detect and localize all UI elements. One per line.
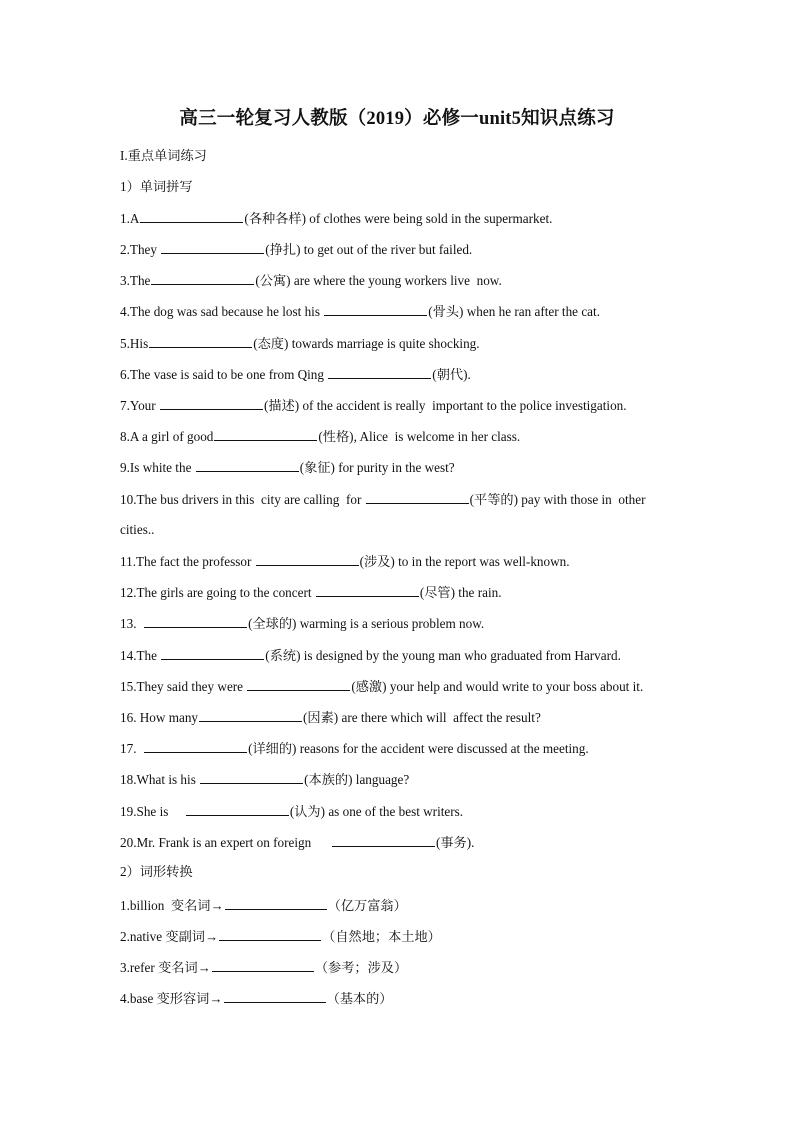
chinese-hint: (感激) — [351, 679, 387, 694]
exercise-item — [120, 302, 600, 321]
item-prefix: 4.base 变形容词→ — [120, 991, 223, 1006]
item-suffix: , Alice is welcome in her class. — [353, 429, 521, 444]
item-prefix: 13. — [120, 616, 144, 631]
item-suffix: pay with those in other — [518, 492, 646, 507]
item-prefix: 1.billion 变名词→ — [120, 898, 224, 913]
chinese-hint: (挣扎) — [265, 242, 301, 257]
item-suffix: of the accident is really important to the police investigation. — [299, 398, 627, 413]
item-suffix: of clothes were being sold in the supermarket. — [305, 211, 553, 226]
exercise-item — [120, 458, 455, 477]
item-prefix: 4.The dog was sad because he lost his — [120, 304, 324, 319]
answer-blank[interactable] — [256, 552, 359, 566]
item-prefix: 10.The bus drivers in this city are calling for — [120, 492, 365, 507]
word-form-item — [120, 989, 393, 1008]
item-prefix: 18.What is his — [120, 772, 200, 787]
chinese-hint: (公寓) — [255, 273, 291, 288]
answer-blank[interactable] — [316, 583, 419, 597]
answer-blank[interactable] — [144, 739, 247, 753]
subsection-word-forms: 2）词形转换 — [120, 864, 193, 879]
item-suffix: to get out of the river but failed. — [300, 242, 473, 257]
chinese-hint: (因素) — [303, 710, 339, 725]
exercise-item — [120, 240, 472, 259]
exercise-item — [120, 583, 502, 602]
exercise-item — [120, 739, 589, 758]
chinese-hint: (朝代) — [432, 367, 468, 382]
item-suffix: towards marriage is quite shocking. — [288, 336, 480, 351]
exercise-item — [120, 614, 484, 633]
item-suffix: to in the report was well-known. — [394, 554, 570, 569]
exercise-item — [120, 708, 541, 727]
answer-blank[interactable] — [212, 958, 314, 972]
word-form-item — [120, 896, 407, 915]
item-prefix: 11.The fact the professor — [120, 554, 255, 569]
exercise-item — [120, 833, 474, 852]
answer-blank[interactable] — [247, 677, 350, 691]
exercise-item — [120, 396, 627, 415]
exercise-item — [120, 802, 463, 821]
exercise-item — [120, 365, 471, 384]
item-prefix: 3.refer 变名词→ — [120, 960, 211, 975]
answer-blank[interactable] — [149, 334, 252, 348]
answer-blank[interactable] — [144, 614, 247, 628]
item-prefix: 2.They — [120, 242, 161, 257]
answer-blank[interactable] — [328, 365, 431, 379]
exercise-item — [120, 271, 502, 290]
chinese-hint: (涉及) — [359, 554, 395, 569]
answer-blank[interactable] — [219, 927, 321, 941]
item-suffix: your help and would write to your boss about it. — [386, 679, 644, 694]
answer-blank[interactable] — [161, 646, 264, 660]
item-suffix: reasons for the accident were discussed at the meeting. — [296, 741, 589, 756]
answer-blank[interactable] — [160, 396, 263, 410]
chinese-hint: (本族的) — [304, 772, 353, 787]
exercise-item — [120, 770, 409, 789]
item-prefix: 9.Is white the — [120, 460, 195, 475]
item-prefix: 2.native 变副词→ — [120, 929, 219, 944]
item-suffix: for purity in the west? — [334, 460, 455, 475]
chinese-hint: (尽管) — [419, 585, 455, 600]
exercise-item — [120, 646, 621, 665]
page-title: 高三一轮复习人教版（2019）必修一unit5知识点练习 — [179, 109, 615, 129]
exercise-item — [120, 334, 480, 353]
chinese-hint: (态度) — [253, 336, 289, 351]
chinese-hint: (骨头) — [428, 304, 464, 319]
subsection-spelling: 1）单词拼写 — [120, 179, 193, 194]
item-prefix: 15.They said they were — [120, 679, 247, 694]
answer-blank[interactable] — [214, 427, 317, 441]
answer-blank[interactable] — [200, 770, 303, 784]
answer-blank[interactable] — [332, 833, 435, 847]
item-prefix: 14.The — [120, 648, 161, 663]
chinese-hint: (全球的) — [248, 616, 297, 631]
exercise-item — [120, 552, 570, 571]
item-prefix: 1.A — [120, 211, 140, 226]
answer-blank[interactable] — [225, 896, 327, 910]
answer-blank[interactable] — [140, 209, 243, 223]
exercise-item — [120, 677, 643, 696]
answer-blank[interactable] — [196, 458, 299, 472]
item-prefix: 20.Mr. Frank is an expert on foreign — [120, 835, 331, 850]
section-heading: I.重点单词练习 — [120, 148, 207, 163]
answer-blank[interactable] — [151, 271, 254, 285]
item-prefix: 3.The — [120, 273, 151, 288]
chinese-hint: (描述) — [263, 398, 300, 413]
item-10-continuation: cities.. — [120, 522, 155, 537]
answer-blank[interactable] — [224, 989, 326, 1003]
item-suffix: are there which will affect the result? — [338, 710, 541, 725]
item-prefix: 16. How many — [120, 710, 199, 725]
answer-blank[interactable] — [324, 302, 427, 316]
answer-blank[interactable] — [186, 802, 289, 816]
item-suffix: warming is a serious problem now. — [296, 616, 485, 631]
chinese-hint: (各种各样) — [244, 211, 306, 226]
meaning-hint: （基本的） — [326, 991, 393, 1006]
item-suffix: language? — [352, 772, 410, 787]
item-suffix: . — [471, 835, 475, 850]
chinese-hint: (认为) — [289, 804, 326, 819]
chinese-hint: (平等的) — [469, 492, 518, 507]
item-prefix: 7.Your — [120, 398, 159, 413]
chinese-hint: (事务) — [435, 835, 472, 850]
item-suffix: as one of the best writers. — [325, 804, 464, 819]
item-suffix: when he ran after the cat. — [463, 304, 601, 319]
word-form-item — [120, 958, 407, 977]
exercise-item — [120, 490, 645, 509]
item-suffix: . — [467, 367, 471, 382]
item-prefix: 6.The vase is said to be one from Qing — [120, 367, 328, 382]
meaning-hint: （自然地；本土地） — [322, 929, 441, 944]
item-suffix: the rain. — [455, 585, 502, 600]
meaning-hint: （亿万富翁） — [327, 898, 407, 913]
item-prefix: 17. — [120, 741, 144, 756]
item-prefix: 8.A a girl of good — [120, 429, 214, 444]
item-suffix: is designed by the young man who graduated from Harvard. — [300, 648, 621, 663]
exercise-item — [120, 209, 552, 228]
answer-blank[interactable] — [366, 490, 469, 504]
exercise-item — [120, 427, 520, 446]
answer-blank[interactable] — [161, 240, 264, 254]
meaning-hint: （参考；涉及） — [314, 960, 408, 975]
item-prefix: 19.She is — [120, 804, 185, 819]
item-suffix: are where the young workers live now. — [290, 273, 502, 288]
chinese-hint: (系统) — [265, 648, 301, 663]
chinese-hint: (详细的) — [248, 741, 297, 756]
word-form-item — [120, 927, 441, 946]
item-prefix: 5.His — [120, 336, 149, 351]
answer-blank[interactable] — [199, 708, 302, 722]
item-prefix: 12.The girls are going to the concert — [120, 585, 315, 600]
chinese-hint: (象征) — [299, 460, 335, 475]
chinese-hint: (性格) — [318, 429, 354, 444]
